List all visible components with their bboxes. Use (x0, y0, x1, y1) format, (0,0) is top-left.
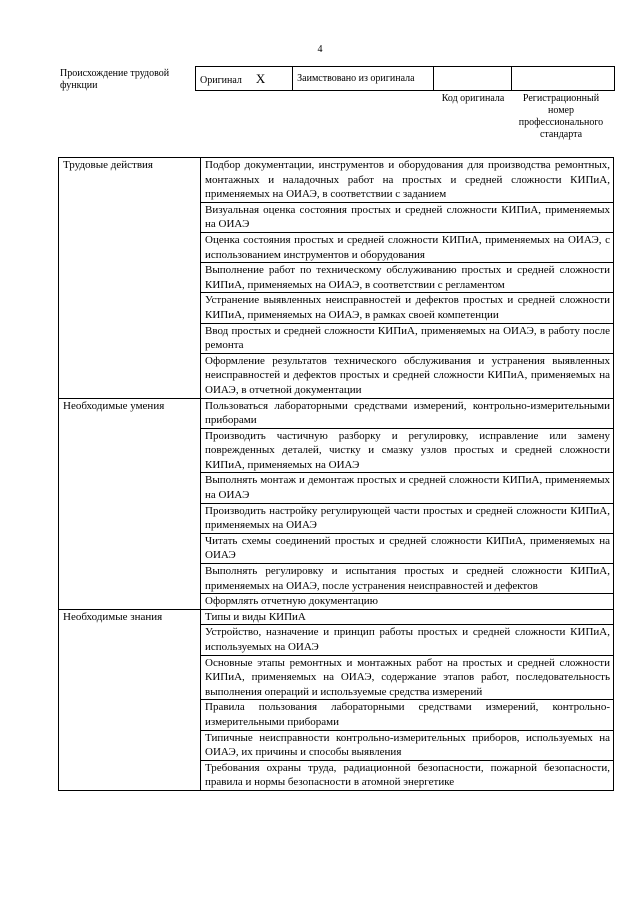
page-number: 4 (317, 44, 323, 55)
section-item: Подбор документации, инструментов и оборудования для производства ремонтных, монтажных и наладочных работ на простых и средней сложности КИПиА, применяемых на ОИАЭ, в соответствии с заданием (201, 158, 614, 203)
section-item: Выполнять монтаж и демонтаж простых и средней сложности КИПиА, применяемых на ОИАЭ (201, 473, 614, 503)
origin-table (195, 66, 615, 91)
table-row (59, 398, 614, 428)
section-item: Типы и виды КИПиА (201, 609, 614, 625)
reg-number-caption: Регистрационный номер профессионального стандарта (518, 93, 604, 140)
section-item: Визуальная оценка состояния простых и средней сложности КИПиА, применяемых на ОИАЭ (201, 202, 614, 232)
section-item: Пользоваться лабораторными средствами измерений, контрольно-измерительными приборами (201, 398, 614, 428)
reg-number-cell (511, 67, 614, 91)
functions-table (58, 157, 614, 791)
borrowed-cell: Заимствовано из оригинала (293, 67, 434, 91)
section-item: Оформлять отчетную документацию (201, 594, 614, 610)
section-item: Производить частичную разборку и регулировку, исправление или замену поврежденных деталей, чистку и смазку узлов простых и средней сложности КИПиА, применяемых на ОИАЭ (201, 428, 614, 473)
original-cell (196, 67, 293, 91)
section-item: Оценка состояния простых и средней сложности КИПиА, применяемых на ОИАЭ, с использованием инструментов и оборудования (201, 232, 614, 262)
section-item: Читать схемы соединений простых и средней сложности КИПиА, применяемых на ОИАЭ (201, 533, 614, 563)
section-item: Оформление результатов технического обслуживания и устранения выявленных неисправностей и дефектов простых и средней сложности КИПиА, применяемых на ОИАЭ, в отчетной документации (201, 353, 614, 398)
table-row (59, 609, 614, 625)
section-item: Типичные неисправности контрольно-измерительных приборов, используемых на ОИАЭ, их причины и способы выявления (201, 730, 614, 760)
code-caption: Код оригинала (441, 93, 505, 104)
section-item: Устройство, назначение и принцип работы простых и средней сложности КИПиА, используемых на ОИАЭ (201, 625, 614, 655)
section-item: Выполнение работ по техническому обслуживанию простых и средней сложности КИПиА, применяемых на ОИАЭ, в соответствии с регламентом (201, 263, 614, 293)
section-item: Устранение выявленных неисправностей и дефектов простых и средней сложности КИПиА, применяемых на ОИАЭ, в рамках своей компетенции (201, 293, 614, 323)
section-item: Производить настройку регулирующей части простых и средней сложности КИПиА, применяемых на ОИАЭ (201, 503, 614, 533)
section-title-required-knowledge: Необходимые знания (59, 609, 201, 790)
section-title-labor-actions: Трудовые действия (59, 158, 201, 399)
section-item: Основные этапы ремонтных и монтажных работ на простых и средней сложности КИПиА, применяемых на ОИАЭ, содержание этапов работ, последовательность выполнения операций и используемые средства измерений (201, 655, 614, 700)
section-item: Ввод простых и средней сложности КИПиА, применяемых на ОИАЭ, в работу после ремонта (201, 323, 614, 353)
section-item: Правила пользования лабораторными средствами измерений, контрольно-измерительными приборами (201, 700, 614, 730)
code-cell (434, 67, 511, 91)
table-row (59, 158, 614, 203)
original-label: Оригинал (200, 74, 242, 86)
origin-label: Происхождение трудовой функции (60, 68, 170, 91)
section-title-required-skills: Необходимые умения (59, 398, 201, 609)
section-item: Выполнять регулировку и испытания простых и средней сложности КИПиА, применяемых на ОИАЭ, после устранения неисправностей и дефектов (201, 564, 614, 594)
section-item: Требования охраны труда, радиационной безопасности, пожарной безопасности, правила и нормы безопасности в атомной энергетике (201, 760, 614, 790)
original-mark: X (255, 70, 266, 86)
